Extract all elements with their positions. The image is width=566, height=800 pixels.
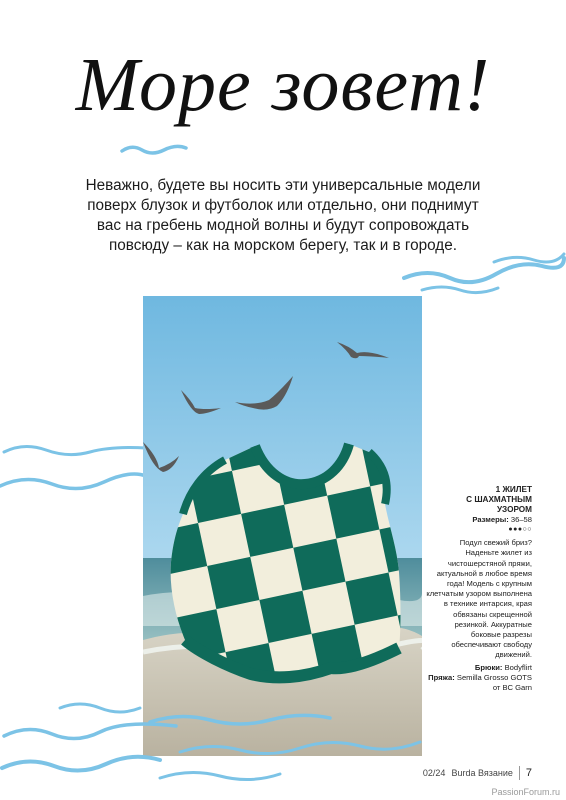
item-name-line1: ЖИЛЕТ bbox=[502, 485, 532, 494]
footer-divider bbox=[519, 766, 520, 780]
item-name-line3: УЗОРОМ bbox=[496, 505, 532, 514]
issue-number: 02/24 bbox=[422, 768, 446, 778]
pants-label: Брюки: bbox=[474, 662, 503, 672]
wave-ornament-bottom bbox=[140, 708, 430, 788]
yarn-line bbox=[426, 673, 532, 693]
pants-value: Bodyflirt bbox=[502, 662, 532, 672]
item-description: Подул свежий бриз? Наденьте жилет из чистошерстяной пряжи, актуальной в любое время года! Модель с крупным клетчатым узором выполнена в технике интарсия, края обвязаны скрещенной резинкой. Аккуратные боковые разрезы обеспечивают свободу движений. bbox=[426, 538, 532, 660]
yarn-label: Пряжа: bbox=[428, 672, 455, 682]
page-footer bbox=[423, 766, 532, 780]
sizes-value: 36–58 bbox=[508, 515, 532, 524]
hero-photo bbox=[143, 296, 422, 756]
page-title: Море зовет! bbox=[75, 43, 491, 127]
difficulty-rating: ●●●○○ bbox=[508, 526, 532, 534]
yarn-value: Semilla Grosso GOTS от BC Garn bbox=[454, 672, 532, 693]
magazine-name: Burda Вязание bbox=[451, 768, 513, 778]
item-number: 1 bbox=[495, 485, 501, 494]
item-heading bbox=[426, 485, 532, 515]
sizes-line bbox=[426, 515, 532, 525]
product-caption bbox=[426, 485, 532, 693]
wave-ornament-left bbox=[0, 440, 150, 500]
wave-ornament-right bbox=[402, 248, 566, 296]
intro-paragraph: Неважно, будете вы носить эти универсальные модели поверх блузок и футболок или отдельно, они поднимут вас на гребень модной волны и будут сопровождать повсюду – как на морском берегу, так и в городе. bbox=[85, 177, 481, 254]
sizes-label: Размеры: bbox=[472, 515, 509, 524]
watermark: PassionForum.ru bbox=[491, 787, 560, 797]
wave-ornament-top bbox=[120, 142, 188, 156]
pants-line bbox=[426, 663, 532, 673]
page-number: 7 bbox=[525, 767, 532, 779]
item-name-line2: С ШАХМАТНЫМ bbox=[466, 495, 532, 504]
